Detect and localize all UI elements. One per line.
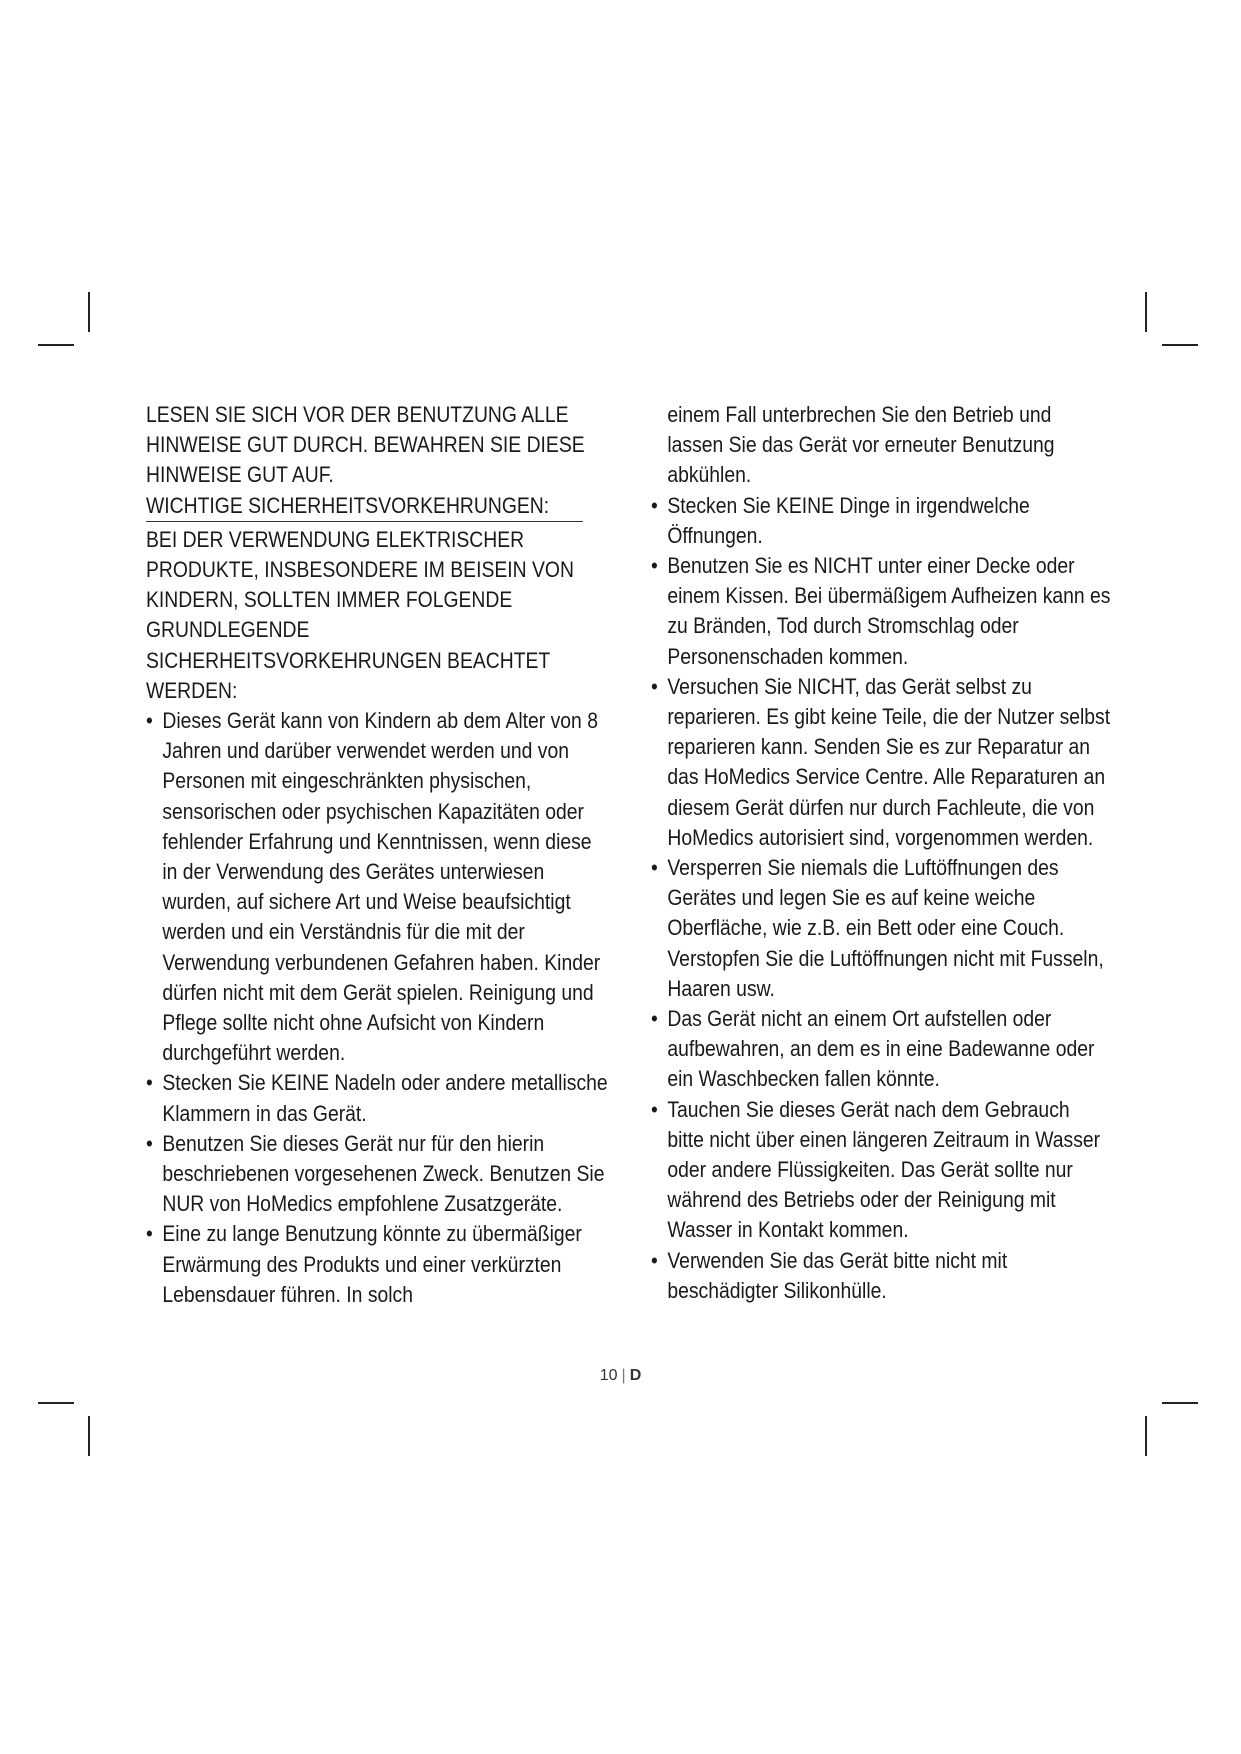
page-number: 10 — [599, 1367, 618, 1384]
bullet-icon: • — [146, 1070, 153, 1096]
list-item-text: Stecken Sie KEINE Nadeln oder andere metallische Klammern in das Gerät. — [162, 1070, 608, 1126]
left-column — [146, 400, 610, 1310]
bullet-icon: • — [651, 492, 658, 518]
list-item — [651, 551, 1111, 672]
crop-mark-bottom-right-horizontal — [1162, 1402, 1198, 1404]
list-item-text: Versuchen Sie NICHT, das Gerät selbst zu reparieren. Es gibt keine Teile, die der Nutzer selbst reparieren kann. Senden Sie es zur Reparatur an das HoMedics Service Centre. Alle Reparaturen an diesem Gerät dürfen nur durch Fachleute, die von HoMedics autorisiert sind, vorgenommen werden. — [667, 673, 1111, 850]
crop-mark-top-right-vertical — [1145, 292, 1147, 332]
bullet-icon: • — [146, 1221, 153, 1247]
right-column — [651, 400, 1111, 1306]
bullet-icon: • — [146, 708, 153, 734]
list-item — [651, 491, 1111, 551]
crop-mark-bottom-left-horizontal — [38, 1402, 74, 1404]
crop-mark-bottom-left-vertical — [88, 1416, 90, 1456]
list-item-text: Eine zu lange Benutzung könnte zu übermäßiger Erwärmung des Produkts und einer verkürzten Lebensdauer führen. In solch — [162, 1221, 582, 1307]
bullet-icon: • — [651, 1006, 658, 1032]
list-item — [651, 1004, 1111, 1095]
page-footer — [0, 1367, 1241, 1385]
list-item-text: Dieses Gerät kann von Kindern ab dem Alter von 8 Jahren und darüber verwendet werden und von Personen mit eingeschränkten physischen, sensorischen oder psychischen Kapazitäten oder fehlender Erfahrung und Kenntnissen, wenn diese in der Verwendung des Gerätes unterwiesen wurden, auf sichere Art und Weise beaufsichtigt werden und ein Verständnis für die mit der Verwendung verbundenen Gefahren haben. Kinder dürfen nicht mit dem Gerät spielen. Reinigung und Pflege sollte nicht ohne Aufsicht von Kindern durchgeführt werden. — [162, 708, 601, 1066]
list-item — [146, 1068, 610, 1128]
bullet-icon: • — [651, 1247, 658, 1273]
list-item-text: Stecken Sie KEINE Dinge in irgendwelche Öffnungen. — [667, 492, 1030, 548]
left-bullet-list — [146, 706, 610, 1310]
safety-caps-paragraph: BEI DER VERWENDUNG ELEKTRISCHER PRODUKTE, INSBESONDERE IM BEISEIN VON KINDERN, SOLLTEN IMMER FOLGENDE GRUNDLEGENDE SICHERHEITSVORKEHRUNGEN BEACHTET WERDEN: — [146, 526, 574, 703]
list-item — [651, 1246, 1111, 1306]
right-bullet-list — [651, 400, 1111, 1306]
section-heading: WICHTIGE SICHERHEITSVORKEHRUNGEN: — [146, 492, 550, 518]
footer-separator: | — [621, 1367, 626, 1384]
list-item-text: Versperren Sie niemals die Luftöffnungen des Gerätes und legen Sie es auf keine weiche Oberfläche, wie z.B. ein Bett oder eine Couch. Verstopfen Sie die Luftöffnungen nicht mit Fusseln, Haaren usw. — [667, 855, 1104, 1001]
language-code: D — [629, 1367, 642, 1384]
section-heading-underline — [146, 491, 583, 522]
bullet-icon: • — [651, 553, 658, 579]
bullet-icon: • — [146, 1130, 153, 1156]
list-item — [146, 1219, 610, 1310]
list-item-text: Tauchen Sie dieses Gerät nach dem Gebrauch bitte nicht über einen längeren Zeitraum in Wasser oder andere Flüssigkeiten. Das Gerät sollte nur während des Betriebs oder der Reinigung mit Wasser in Kontakt kommen. — [667, 1096, 1101, 1243]
list-item — [651, 1095, 1111, 1246]
continuation-text: einem Fall unterbrechen Sie den Betrieb und lassen Sie das Gerät vor erneuter Benutzung abkühlen. — [667, 402, 1055, 488]
list-item-text: Benutzen Sie dieses Gerät nur für den hierin beschriebenen vorgesehenen Zweck. Benutzen Sie NUR von HoMedics empfohlene Zusatzgeräte. — [162, 1130, 605, 1217]
list-item — [146, 706, 610, 1068]
crop-mark-top-left-vertical — [88, 292, 90, 332]
list-item-text: Verwenden Sie das Gerät bitte nicht mit beschädigter Silikonhülle. — [667, 1247, 1008, 1303]
list-item-continuation — [651, 400, 1111, 491]
list-item — [146, 1129, 610, 1220]
bullet-icon: • — [651, 1096, 658, 1122]
crop-mark-top-left-horizontal — [38, 344, 74, 346]
crop-mark-bottom-right-vertical — [1145, 1416, 1147, 1456]
crop-mark-top-right-horizontal — [1162, 344, 1198, 346]
bullet-icon: • — [651, 673, 658, 699]
intro-notice: LESEN SIE SICH VOR DER BENUTZUNG ALLE HINWEISE GUT DURCH. BEWAHREN SIE DIESE HINWEISE GUT AUF. — [146, 402, 585, 488]
list-item — [651, 853, 1111, 1004]
list-item — [651, 672, 1111, 853]
list-item-text: Das Gerät nicht an einem Ort aufstellen oder aufbewahren, an dem es in eine Badewanne oder ein Waschbecken fallen könnte. — [667, 1006, 1095, 1092]
list-item-text: Benutzen Sie es NICHT unter einer Decke oder einem Kissen. Bei übermäßigem Aufheizen kann es zu Bränden, Tod durch Stromschlag oder Personenschaden kommen. — [667, 553, 1111, 669]
bullet-icon: • — [651, 855, 658, 881]
